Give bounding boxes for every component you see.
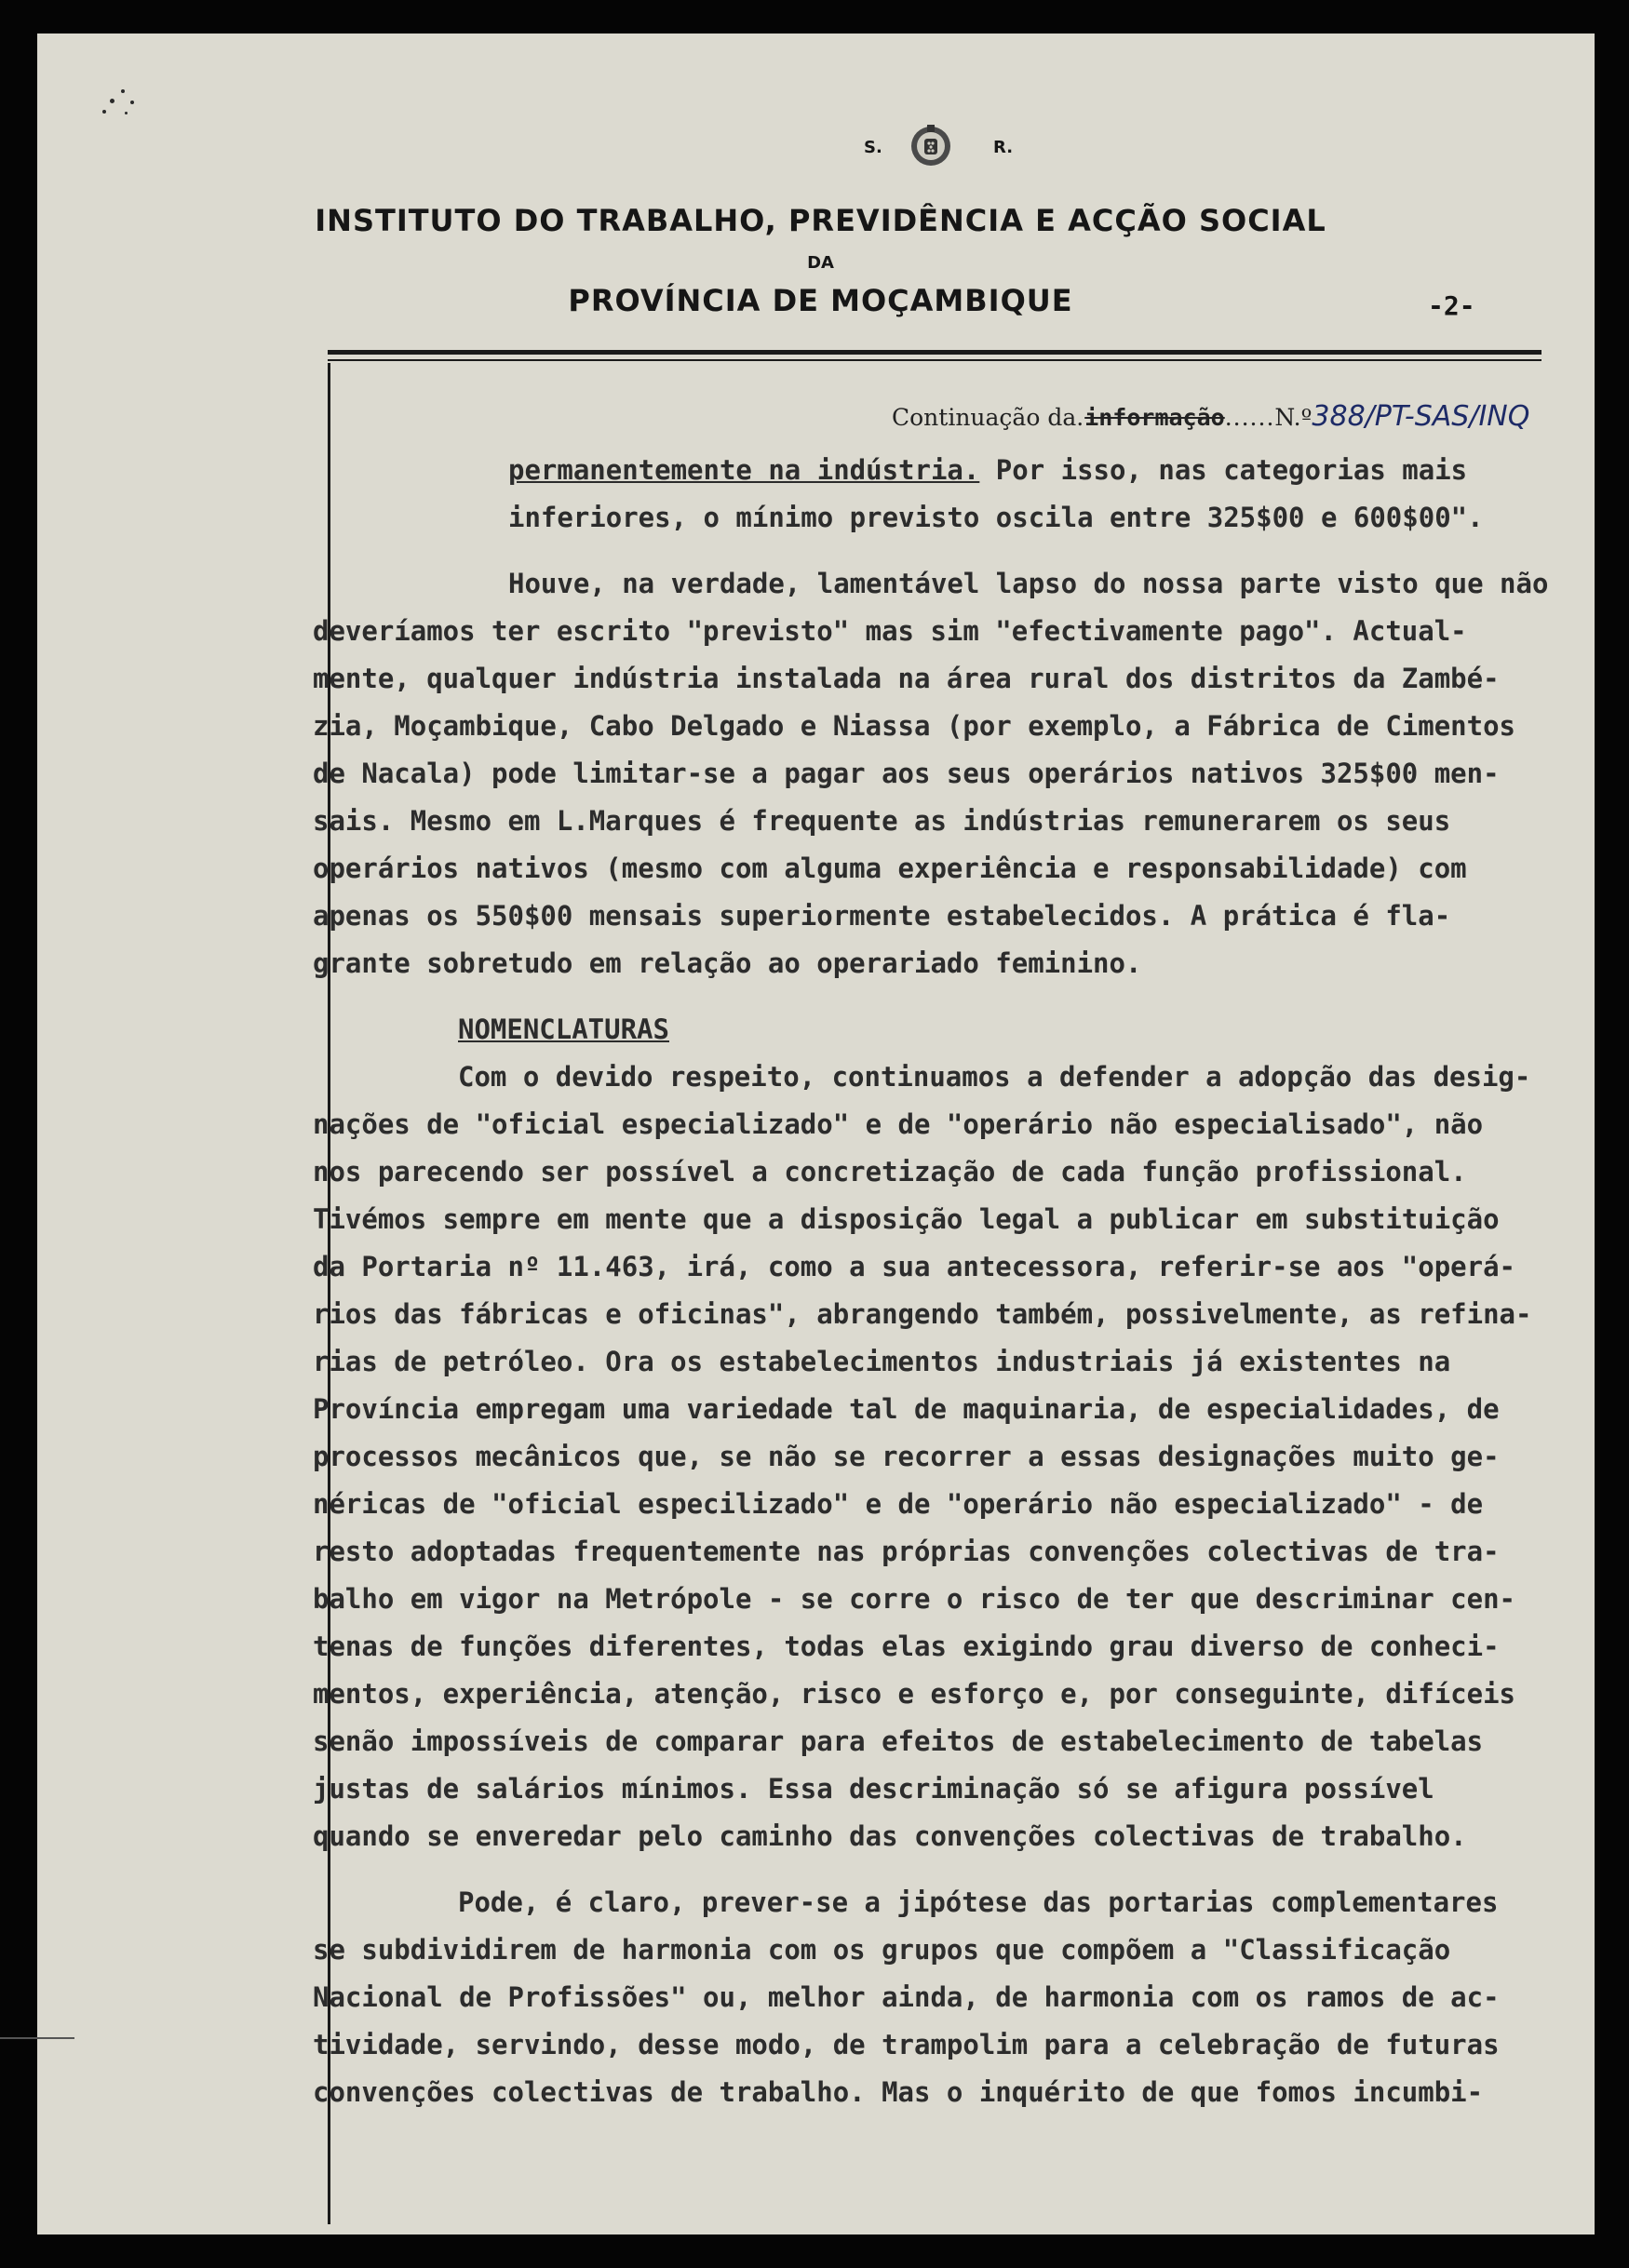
- body-line: zia, Moçambique, Cabo Delgado e Niassa (por exemplo, a Fábrica de Cimentos: [313, 710, 1516, 742]
- body-line: resto adoptadas frequentemente nas próprias convenções colectivas de tra-: [313, 1536, 1500, 1567]
- body-line: inferiores, o mínimo previsto oscila entre 325$00 e 600$00".: [508, 502, 1484, 533]
- paper-speck: [110, 99, 114, 103]
- header-rule-thin: [328, 359, 1541, 361]
- body-line: operários nativos (mesmo com alguma experiência e responsabilidade) com: [313, 852, 1467, 884]
- body-line: quando se enveredar pelo caminho das convenções colectivas de trabalho.: [313, 1820, 1467, 1852]
- body-line: nos parecendo ser possível a concretização de cada função profissional.: [313, 1156, 1467, 1188]
- margin-mark: [0, 2037, 74, 2039]
- continuation-label: Continuação da: [892, 404, 1077, 431]
- body-line: Província empregam uma variedade tal de maquinaria, de especialidades, de: [313, 1393, 1500, 1425]
- body-line: tividade, servindo, desse modo, de trampolim para a celebração de futuras: [313, 2029, 1500, 2060]
- body-line: Com o devido respeito, continuamos a defender a adopção das desig-: [458, 1061, 1531, 1093]
- body-line: grante sobretudo em relação ao operariado feminino.: [313, 947, 1142, 979]
- body-line: apenas os 550$00 mensais superiormente estabelecidos. A prática é fla-: [313, 900, 1451, 932]
- body-line: nações de "oficial especializado" e de "operário não especialisado", não: [313, 1108, 1484, 1140]
- province-title: PROVÍNCIA DE MOÇAMBIQUE: [568, 283, 1073, 318]
- handwritten-reference: 388/PT-SAS/INQ: [1312, 400, 1530, 433]
- header-s-right: R.: [993, 138, 1014, 157]
- paper-speck: [130, 101, 134, 104]
- body-line: sais. Mesmo em L.Marques é frequente as indústrias remunerarem os seus: [313, 805, 1451, 837]
- body-line: permanentemente na indústria. Por isso, nas categorias mais: [508, 454, 1468, 486]
- page-number: -2-: [1428, 290, 1475, 321]
- document-body: [313, 447, 1579, 2116]
- header-da: DA: [807, 253, 834, 273]
- body-line: rios das fábricas e oficinas", abrangendo também, possivelmente, as refina-: [313, 1298, 1532, 1330]
- body-line: convenções colectivas de trabalho. Mas o inquérito de que fomos incumbi-: [313, 2076, 1484, 2108]
- header-s-left: S.: [864, 138, 882, 157]
- body-line: Pode, é claro, prever-se a jipótese das portarias complementares: [458, 1886, 1499, 1918]
- body-line: de Nacala) pode limitar-se a pagar aos seus operários nativos 325$00 men-: [313, 758, 1500, 789]
- continuation-line: Continuação da.informação......N.º388/PT-SAS/INQ: [892, 400, 1530, 433]
- body-line: da Portaria nº 11.463, irá, como a sua antecessora, referir-se aos "operá-: [313, 1251, 1516, 1282]
- body-line: processos mecânicos que, se não se recorrer a essas designações muito ge-: [313, 1441, 1500, 1472]
- body-line: Houve, na verdade, lamentável lapso do nossa parte visto que não: [508, 568, 1549, 599]
- body-line: justas de salários mínimos. Essa descriminação só se afigura possível: [313, 1773, 1434, 1805]
- continuation-typed-word: informação: [1084, 404, 1225, 431]
- body-line: rias de petróleo. Ora os estabelecimentos industriais já existentes na: [313, 1346, 1451, 1377]
- body-line: néricas de "oficial especilizado" e de "operário não especializado" - de: [313, 1488, 1484, 1520]
- underlined-phrase: permanentemente na indústria.: [508, 454, 980, 486]
- paper-speck: [102, 110, 106, 114]
- number-label: N.º: [1274, 404, 1313, 431]
- body-line: mentos, experiência, atenção, risco e esforço e, por conseguinte, difíceis: [313, 1678, 1516, 1710]
- body-line: tenas de funções diferentes, todas elas exigindo grau diverso de conheci-: [313, 1631, 1500, 1662]
- institute-title: INSTITUTO DO TRABALHO, PREVIDÊNCIA E ACÇÃO SOCIAL: [315, 203, 1326, 238]
- body-line: se subdividirem de harmonia com os grupos que compõem a "Classificação: [313, 1934, 1451, 1966]
- body-line: mente, qualquer indústria instalada na área rural dos distritos da Zambé-: [313, 663, 1500, 694]
- coat-of-arms-icon: [907, 121, 955, 169]
- paper-speck: [121, 89, 125, 93]
- header-rule: [328, 350, 1541, 355]
- section-heading: NOMENCLATURAS: [458, 1013, 669, 1045]
- body-line: Tivémos sempre em mente que a disposição legal a publicar em substituição: [313, 1203, 1500, 1235]
- body-line: Nacional de Profissões" ou, melhor ainda, de harmonia com os ramos de ac-: [313, 1981, 1500, 2013]
- body-line: deveríamos ter escrito "previsto" mas sim "efectivamente pago". Actual-: [313, 615, 1467, 647]
- body-line: senão impossíveis de comparar para efeitos de estabelecimento de tabelas: [313, 1725, 1484, 1757]
- body-line: balho em vigor na Metrópole - se corre o risco de ter que descriminar cen-: [313, 1583, 1516, 1615]
- paper-speck: [125, 112, 128, 114]
